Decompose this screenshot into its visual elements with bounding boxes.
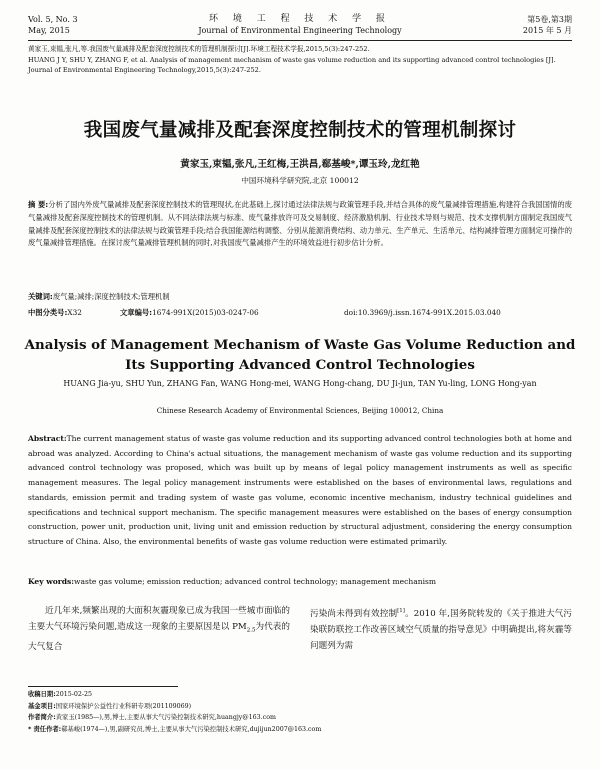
reference-marker[interactable]: [1] bbox=[397, 608, 405, 614]
journal-name-cn: 环 境 工 程 技 术 学 报 bbox=[208, 14, 392, 24]
body-right-start: 污染尚未得到有效控制 bbox=[310, 608, 398, 619]
title-en: Analysis of Management Mechanism of Waste Gas Volume Reduction and Its Supporting Advanced Control Technologies bbox=[24, 337, 576, 373]
abstract-en-label: Abstract: bbox=[28, 434, 67, 443]
journal-name-en: Journal of Environmental Engineering Technology bbox=[198, 26, 402, 35]
header-rule bbox=[28, 40, 572, 41]
abstract-en bbox=[28, 432, 572, 550]
corr-label: * 责任作者: bbox=[28, 725, 62, 733]
body-column-left bbox=[28, 603, 290, 655]
footnote-author bbox=[28, 712, 572, 724]
date-cn: 2015 年 5 月 bbox=[522, 26, 572, 35]
pm-subscript: 2.5 bbox=[246, 627, 256, 634]
header-right bbox=[523, 14, 572, 36]
date-en: May, 2015 bbox=[28, 26, 70, 35]
title-cn: 我国废气量减排及配套深度控制技术的管理机制探讨 bbox=[83, 120, 517, 141]
header-center bbox=[170, 14, 430, 36]
document-number bbox=[120, 308, 259, 318]
keywords-en bbox=[28, 577, 572, 586]
footnote-fund bbox=[28, 701, 572, 713]
abstract-en-text: The current management status of waste gas volume reduction and its supporting advanced control technologies both at home and abroad was analyzed. According to China's actual situations, the management mechanism of waste gas volume reduction and its supporting advanced control technology was proposed, which was built up by means of legal policy management instruments as well as specific management measures. The legal policy management instruments were established on the bases of environmental laws, regulations and standards, emission permit and trading system of waste gas volume, economic incentive mechanism, industry technical guidelines and specifications and technical support mechanism. The specific management measures were established on the bases of energy consumption construction, power unit, production unit, living unit and emission reduction by structural adjustment, considering the energy consumption structure of China. Also, the environmental benefits of waste gas volume reduction were estimated primarily. bbox=[28, 434, 572, 546]
footnote-rule bbox=[28, 686, 178, 687]
citation-block bbox=[28, 44, 572, 76]
body-right-rest: 。2010 年,国务院转发的《关于推进大气污染联防联控工作改善区域空气质量的指导意见》中明确提出,将灰霾等问题列为需 bbox=[310, 608, 572, 651]
affiliation-en: Chinese Research Academy of Environmental Sciences, Beijing 100012, China bbox=[156, 406, 444, 415]
keywords-cn bbox=[28, 292, 572, 302]
fund-label: 基金项目: bbox=[28, 702, 56, 710]
corr-text: 郗基峻(1974—),男,副研究员,博士,主要从事大气污染控制技术研究,dujijun2007@163.com bbox=[61, 725, 322, 733]
received-label: 收稿日期: bbox=[28, 691, 56, 698]
abstract-cn-label: 摘 要: bbox=[28, 200, 49, 209]
author-text: 黄家玉(1985—),男,博士,主要从事大气污染控制技术研究,huangjy@163.com bbox=[55, 714, 276, 721]
doi bbox=[344, 308, 501, 317]
authors-en: HUANG Jia-yu, SHU Yun, ZHANG Fan, WANG Hong-mei, WANG Hong-chang, DU Ji-jun, TAN Yu-ling, LONG Hong-yan bbox=[63, 379, 537, 388]
volume-issue-cn: 第5卷,第3期 bbox=[527, 15, 572, 24]
doc-label: 文章编号: bbox=[120, 308, 153, 317]
fund-text: 国家环境保护公益性行业科研专项(201109069) bbox=[55, 702, 192, 710]
footnotes bbox=[28, 689, 572, 735]
keywords-en-label: Key words: bbox=[28, 577, 75, 586]
clc-label: 中图分类号: bbox=[28, 308, 68, 317]
footnote-corresponding bbox=[28, 724, 572, 736]
abstract-cn-text: 分析了国内外废气量减排及配套深度控制技术的管理现状,在此基础上,探讨通过法律法规与政策管理手段,并结合具体的废气量减排管理措施,构建符合我国国情的废气量减排及配套深度控制技术的管理机制。从不同法律法规与标准、废气量排放许可及交易制度、经济激励机制、行业技术导则与规范、技术支撑机制方面制定我国废气量减排及配套深度控制技术的法律法规与政策管理手段;结合我国能源结构调整、分别从能源消费结构、动力单元、生产单元、生活单元、结构减排管理方面制定可操作的废气量减排管理措施。在探讨废气量减排管理机制的同时,对我国废气量减排产生的环境效益进行初步估计分析。 bbox=[28, 200, 572, 248]
citation-cn: 黄家玉,束韫,张凡,等.我国废气量减排及配套深度控制技术的管理机制探讨[J].环境工程技术学报,2015,5(3):247-252. bbox=[28, 45, 370, 53]
body-left-end: 为代表的大气复合 bbox=[28, 622, 290, 652]
keywords-en-text: waste gas volume; emission reduction; advanced control technology; management mechanism bbox=[74, 577, 437, 586]
keywords-cn-text: 废气量;减排;深度控制技术;管理机制 bbox=[52, 292, 170, 301]
keywords-cn-label: 关键词: bbox=[28, 292, 53, 301]
body-column-right bbox=[310, 603, 572, 654]
doi-value: 10.3969/j.issn.1674-991X.2015.03.040 bbox=[357, 308, 501, 317]
header-left bbox=[28, 14, 78, 36]
citation-en: HUANG J Y, SHU Y, ZHANG F, et al. Analysis of management mechanism of waste gas volume reduction and its supporting advanced control technologies [J]. Journal of Environmental Engineering Technology,2015,5(3):247-252. bbox=[28, 55, 556, 74]
doc-value: 1674-991X(2015)03-0247-06 bbox=[152, 308, 259, 317]
footnote-received bbox=[28, 689, 572, 701]
volume-issue: Vol. 5, No. 3 bbox=[28, 15, 78, 24]
clc-number bbox=[28, 308, 82, 318]
affiliation-cn: 中国环境科学研究院,北京 100012 bbox=[241, 176, 359, 185]
abstract-cn bbox=[28, 199, 572, 250]
doi-label: doi: bbox=[344, 308, 358, 317]
body-left-text: 近几年来,频繁出现的大面积灰霾现象已成为我国一些城市面临的主要大气环境污染问题,造成这一现象的主要原因是以 PM bbox=[28, 606, 290, 632]
author-label: 作者简介: bbox=[28, 714, 56, 721]
authors-cn: 黄家玉,束韫,张凡,王红梅,王洪昌,郗基峻*,谭玉玲,龙红艳 bbox=[180, 159, 420, 170]
clc-value: X32 bbox=[67, 308, 82, 317]
received-date: 2015-02-25 bbox=[55, 691, 93, 698]
